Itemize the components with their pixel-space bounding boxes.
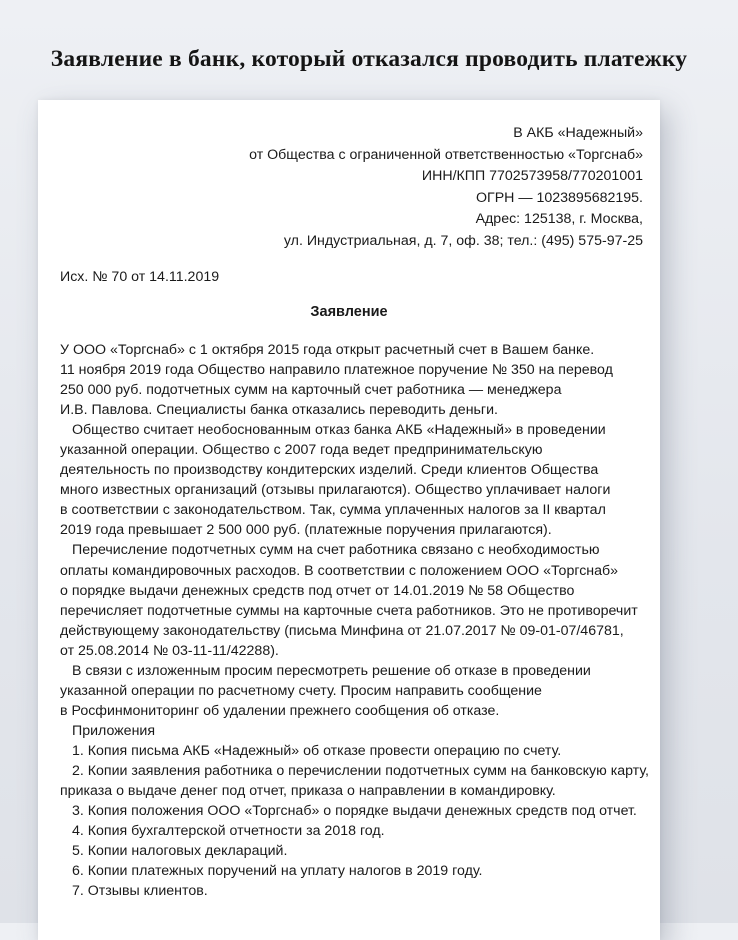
attachment-item: 7. Отзывы клиентов. [72, 883, 208, 900]
body-line: 250 000 руб. подотчетных сумм на карточный счет работника — менеджера [60, 382, 562, 399]
addressee-bank: В АКБ «Надежный» [513, 125, 643, 141]
sender-address-line-1: Адрес: 125138, г. Москва, [475, 211, 643, 228]
addressee-block [249, 123, 643, 253]
body-line: 2019 года превышает 2 500 000 руб. (платежные поручения прилагаются). [60, 522, 552, 539]
body-line: перечисляет подотчетные суммы на карточные счета работников. Это не противоречит [60, 602, 638, 619]
page-title: Заявление в банк, который отказался проводить платежку [50, 46, 688, 72]
sender-ogrn: ОГРН — 1023895682195. [475, 189, 643, 206]
body-line: много известных организаций (отзывы прилагаются). Общество уплачивает налоги [60, 482, 611, 499]
outgoing-reference: Исх. № 70 от 14.11.2019 [60, 269, 220, 285]
sender-name: от Общества с ограниченной ответственностью «Торгснаб» [249, 146, 643, 163]
body-line: в соответствии с законодательством. Так, сумма уплаченных налогов за II квартал [60, 502, 606, 519]
sender-address-line-2: ул. Индустриальная, д. 7, оф. 38; тел.: (495) 575-97-25 [283, 232, 643, 249]
document-title: Заявление [310, 304, 388, 320]
body-line: указанной операции. Общество с 2007 года ведет предпринимательскую [60, 442, 543, 459]
body-line: указанной операции по расчетному счету. Просим направить сообщение [60, 682, 542, 699]
body-line: И.В. Павлова. Специалисты банка отказались переводить деньги. [60, 402, 498, 419]
document-sheet [38, 100, 660, 940]
document-body [60, 340, 652, 901]
sender-inn-kpp: ИНН/КПП 7702573958/770201001 [421, 168, 643, 185]
attachment-item: 4. Копия бухгалтерской отчетности за 2018 год. [72, 823, 385, 840]
attachments-heading: Приложения [72, 722, 156, 739]
attachment-item: 1. Копия письма АКБ «Надежный» об отказе провести операцию по счету. [72, 742, 562, 759]
body-line: от 25.08.2014 № 03-11-11/42288). [60, 642, 279, 659]
body-line: 11 ноября 2019 года Общество направило платежное поручение № 350 на перевод [60, 362, 613, 379]
body-line: оплаты командировочных расходов. В соответствии с положением ООО «Торгснаб» [60, 562, 619, 579]
body-line: Перечисление подотчетных сумм на счет работника связано с необходимостью [72, 542, 600, 559]
body-line: в Росфинмониторинг об удалении прежнего сообщения об отказе. [60, 702, 500, 719]
body-line: В связи с изложенным просим пересмотреть решение об отказе в проведении [72, 662, 591, 679]
attachment-item: 5. Копии налоговых деклараций. [72, 843, 288, 860]
body-line: У ООО «Торгснаб» с 1 октября 2015 года открыт расчетный счет в Вашем банке. [60, 342, 595, 358]
attachment-item: 2. Копии заявления работника о перечислении подотчетных сумм на банковскую карту, [72, 762, 649, 779]
body-line: Общество считает необоснованным отказ банка АКБ «Надежный» в проведении [72, 422, 606, 439]
body-line: деятельность по производству кондитерских изделий. Среди клиентов Общества [60, 462, 599, 479]
attachment-item-continuation: приказа о выдаче денег под отчет, приказа о направлении в командировку. [60, 783, 556, 800]
body-line: действующему законодательству (письма Минфина от 21.07.2017 № 09-01-07/46781, [60, 622, 624, 639]
attachment-item: 3. Копия положения ООО «Торгснаб» о порядке выдачи денежных средств под отчет. [72, 803, 637, 820]
attachment-item: 6. Копии платежных поручений на уплату налогов в 2019 году. [72, 863, 483, 880]
body-line: о порядке выдачи денежных средств под отчет от 14.01.2019 № 58 Общество [60, 582, 575, 599]
